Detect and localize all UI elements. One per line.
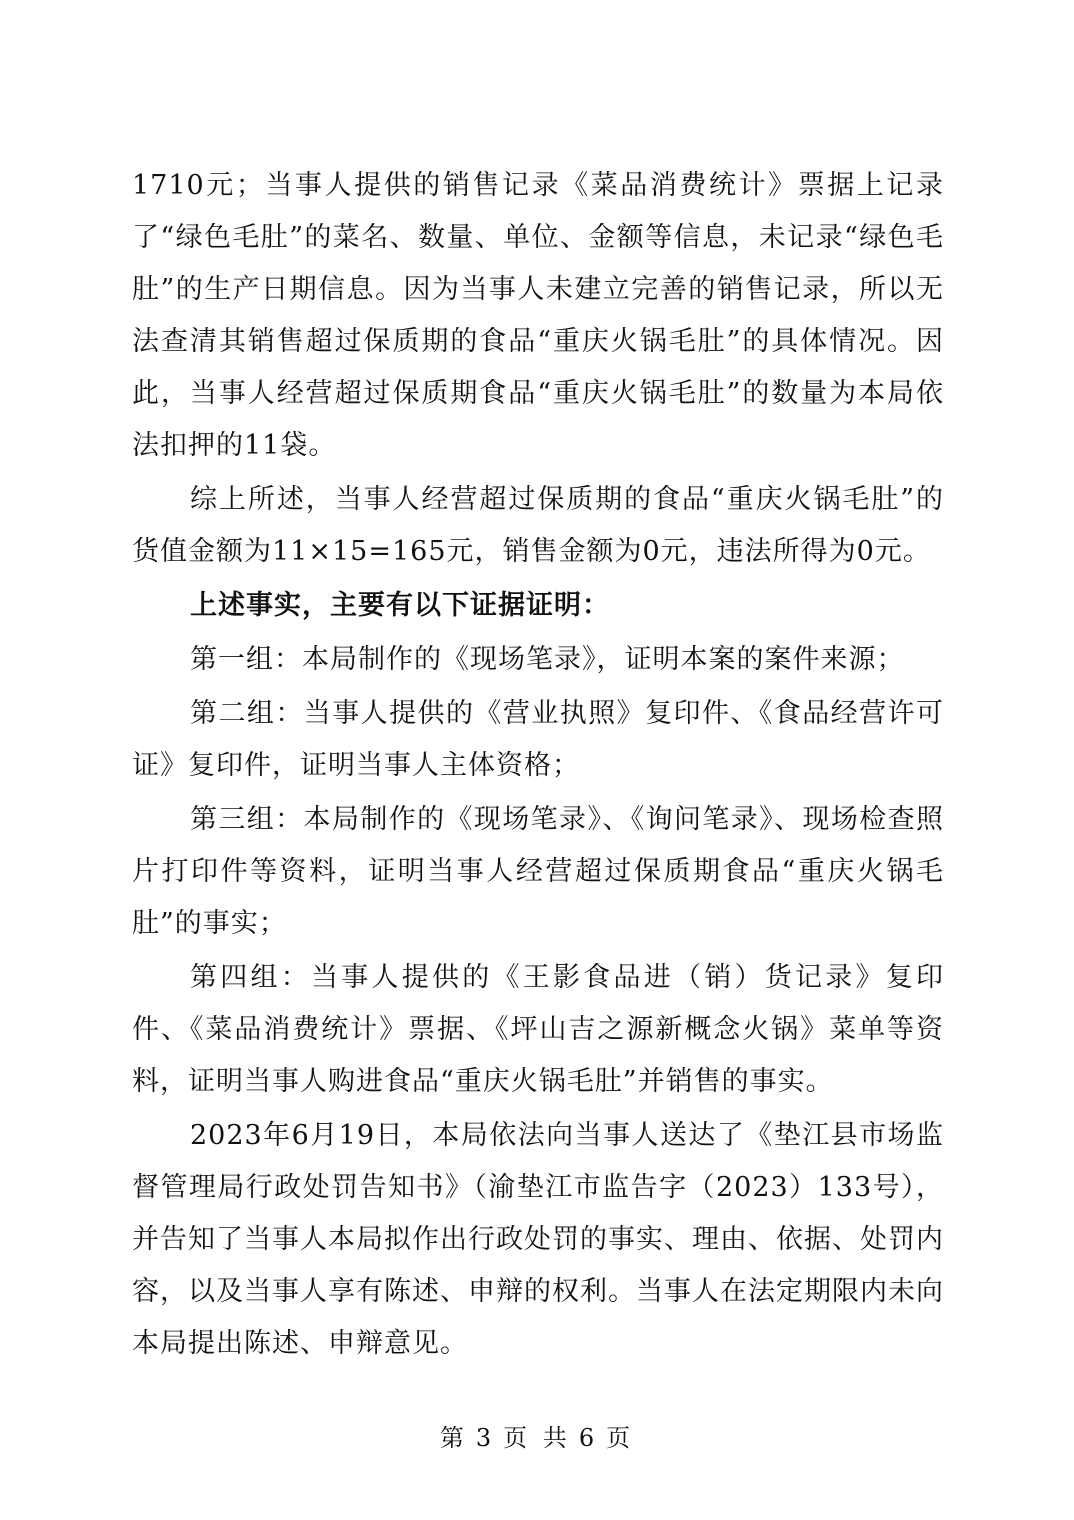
paragraph-evidence-group-1: 第一组：本局制作的《现场笔录》，证明本案的案件来源； (190, 644, 905, 675)
footer-page-number: 3 (475, 1424, 496, 1452)
footer-suffix: 页 (606, 1424, 635, 1452)
paragraph-sales-record: 1710元；当事人提供的销售记录《菜品消费统计》票据上记录了“绿色毛肚”的菜名、数量、单位、金额等信息，未记录“绿色毛肚”的生产日期信息。因为当事人未建立完善的销售记录，所以无法查清其销售超过保质期的食品“重庆火锅毛肚”的具体情况。因此，当事人经营超过保质期食品“重庆火锅毛肚”的数量为本局依法扣押的11袋。 (132, 170, 944, 461)
paragraph-evidence-group-3: 第三组：本局制作的《现场笔录》、《询问笔录》、现场检查照片打印件等资料，证明当事人经营超过保质期食品“重庆火锅毛肚”的事实； (132, 804, 944, 939)
footer-middle: 页 共 (503, 1424, 571, 1452)
footer-prefix: 第 (439, 1424, 468, 1452)
paragraph-summary: 综上所述，当事人经营超过保质期的食品“重庆火锅毛肚”的货值金额为11×15=165元，销售金额为0元，违法所得为0元。 (132, 484, 944, 567)
paragraph-evidence-group-2: 第二组：当事人提供的《营业执照》复印件、《食品经营许可证》复印件，证明当事人主体资格； (132, 698, 944, 781)
document-body (132, 160, 944, 1372)
footer-total-pages: 6 (578, 1424, 599, 1452)
paragraph-notice: 2023年6月19日，本局依法向当事人送达了《垫江县市场监督管理局行政处罚告知书》（渝垫江市监告字（2023）133号），并告知了当事人本局拟作出行政处罚的事实、理由、依据、处罚内容，以及当事人享有陈述、申辩的权利。当事人在法定期限内未向本局提出陈述、申辩意见。 (132, 1120, 944, 1359)
paragraph-evidence-heading: 上述事实，主要有以下证据证明： (190, 590, 610, 621)
page-footer (0, 1418, 1074, 1453)
paragraph-evidence-group-4: 第四组：当事人提供的《王影食品进（销）货记录》复印件、《菜品消费统计》票据、《坪山吉之源新概念火锅》菜单等资料，证明当事人购进食品“重庆火锅毛肚”并销售的事实。 (132, 962, 944, 1097)
